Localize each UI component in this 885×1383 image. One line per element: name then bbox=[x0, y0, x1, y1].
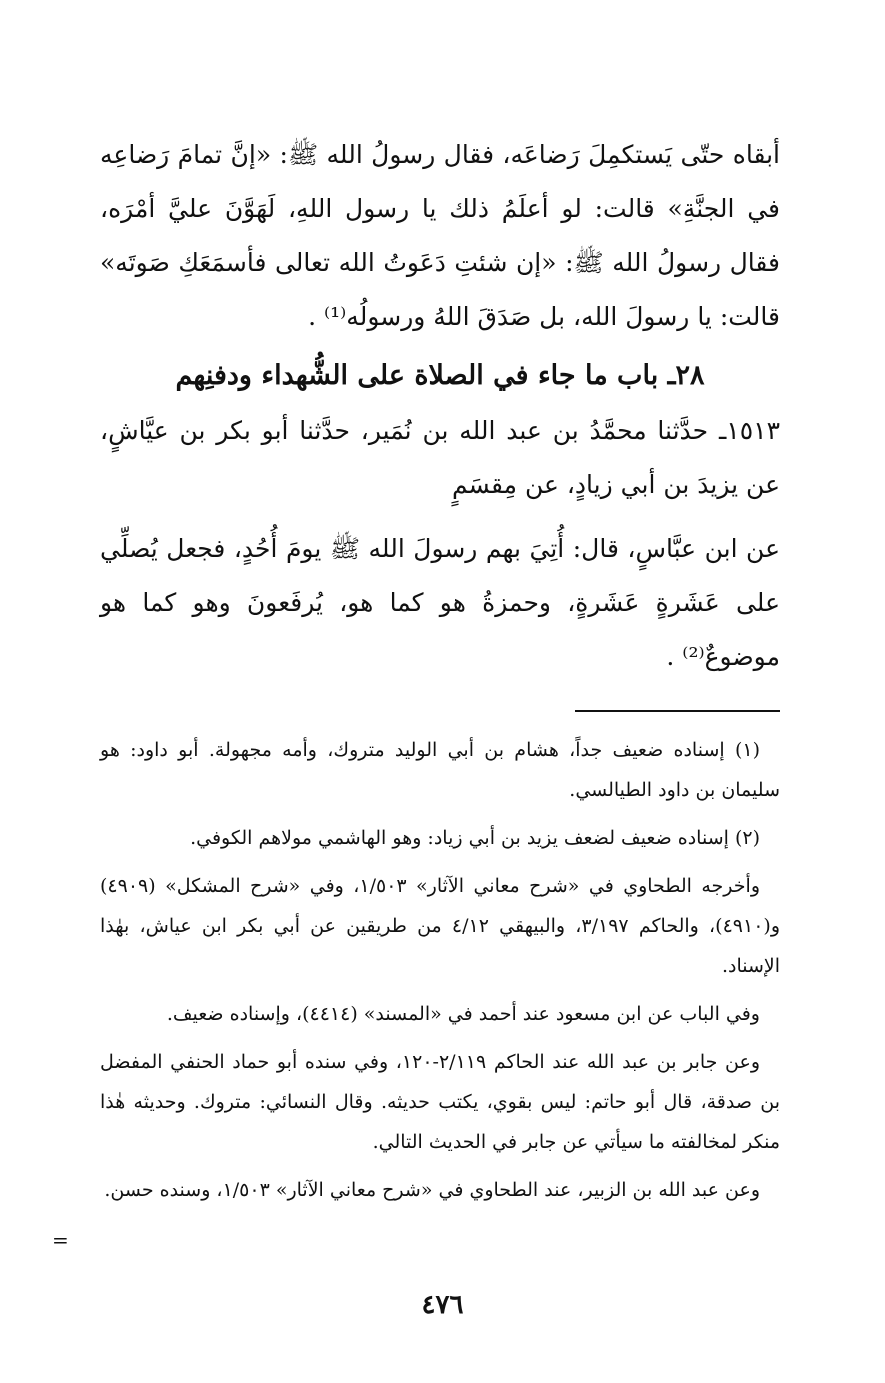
page-number: ٤٧٦ bbox=[421, 1290, 464, 1320]
footnote-2-jabir: وعن جابر بن عبد الله عند الحاكم ٢/١١٩-١٢٠، وفي سنده أبو حماد الحنفي المفضل بن صدقة، قال أبو حاتم: ليس بقوي، يكتب حديثه. وقال النسائي: متروك. وحديثه هٰذا منكر لمخالفته ما سيأتي عن جابر في الحديث التالي. bbox=[100, 1051, 780, 1153]
continuation-mark: = bbox=[52, 1228, 69, 1252]
footnote-divider bbox=[575, 710, 780, 712]
footnote-2-ibn-masud: وفي الباب عن ابن مسعود عند أحمد في «المسند» (٤٤١٤)، وإسناده ضعيف. bbox=[166, 1003, 760, 1025]
hadith-isnad: ١٥١٣ـ حدَّثنا محمَّدُ بن عبد الله بن نُمَير، حدَّثنا أبو بكر بن عيَّاشٍ، عن يزيدَ بن أبي زيادٍ، عن مِقسَمٍ bbox=[100, 416, 780, 499]
chapter-heading: ٢٨ـ باب ما جاء في الصلاة على الشُّهداء ودفنِهم bbox=[175, 360, 705, 391]
footnote-1: (١) إسناده ضعيف جداً، هشام بن أبي الوليد متروك، وأمه مجهولة. أبو داود: هو سليمان بن داود الطيالسي. bbox=[100, 739, 780, 801]
hadith-matn: عن ابن عبَّاسٍ، قال: أُتِيَ بهم رسولَ الله ﷺ يومَ أُحُدٍ، فجعل يُصلِّي على عَشَرةٍ عَشَرةٍ، وحمزةُ هو كما هو، يُرفَعونَ وهو كما هو موضوعٌ⁽²⁾ . bbox=[100, 534, 780, 671]
main-text bbox=[100, 128, 780, 684]
footnote-2-takhrij: وأخرجه الطحاوي في «شرح معاني الآثار» ١/٥٠٣، وفي «شرح المشكل» (٤٩٠٩) و(٤٩١٠)، والحاكم ٣/١٩٧، والبيهقي ٤/١٢ من طريقين عن أبي بكر ابن عياش، بهٰذا الإسناد. bbox=[100, 875, 780, 977]
footnote-2: (٢) إسناده ضعيف لضعف يزيد بن أبي زياد: وهو الهاشمي مولاهم الكوفي. bbox=[190, 827, 760, 849]
footnotes bbox=[100, 730, 780, 1218]
hadith-text-continued: أبقاه حتّى يَستكمِلَ رَضاعَه، فقال رسولُ الله ﷺ: «إنَّ تمامَ رَضاعِه في الجنَّةِ» قالت: لو أعلَمُ ذلك يا رسول اللهِ، لَهَوَّنَ عليَّ أمْرَه، فقال رسولُ الله ﷺ: «إن شئتِ دَعَوتُ الله تعالى فأسمَعَكِ صَوتَه» قالت: يا رسولَ الله، بل صَدَقَ اللهُ ورسولُه⁽¹⁾ . bbox=[100, 140, 780, 331]
footnote-2-ibn-zubayr: وعن عبد الله بن الزبير، عند الطحاوي في «شرح معاني الآثار» ١/٥٠٣، وسنده حسن. bbox=[104, 1179, 760, 1201]
